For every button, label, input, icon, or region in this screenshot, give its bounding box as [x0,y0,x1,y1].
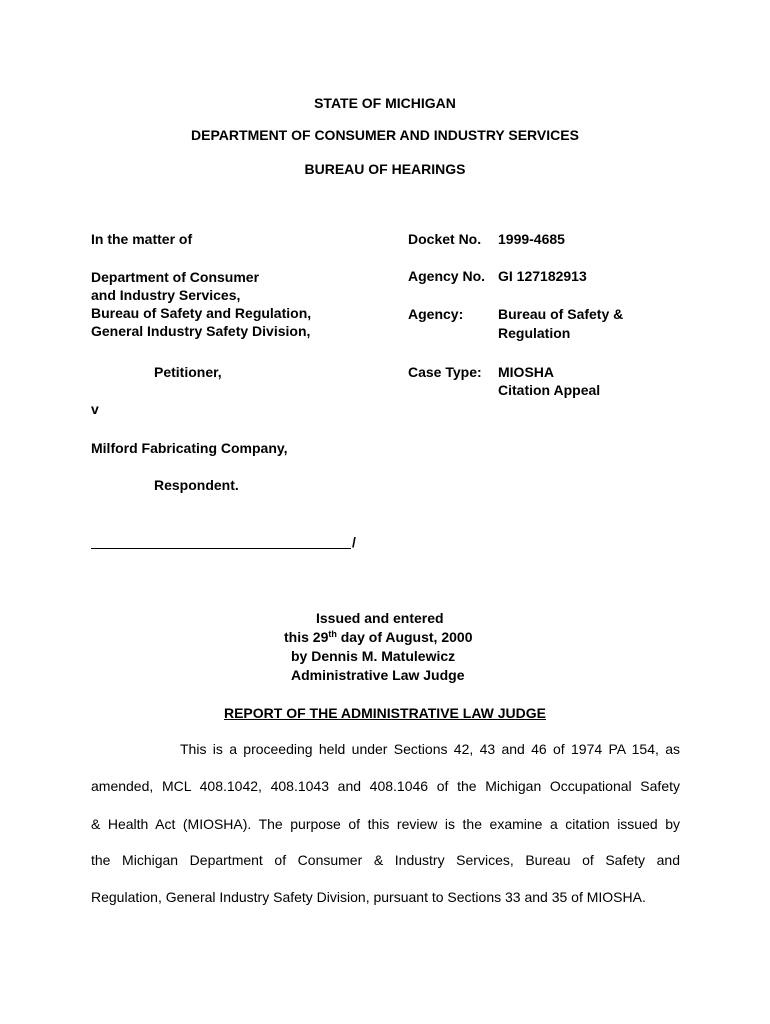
in-matter-label: In the matter of [91,231,193,247]
issued-judge-title: Administrative Law Judge [291,667,465,683]
issued-line1: Issued and entered [316,610,444,626]
petitioner-line: Department of Consumer [91,269,260,285]
case-type-value-line2: Citation Appeal [498,382,601,398]
report-title: REPORT OF THE ADMINISTRATIVE LAW JUDGE [223,705,546,721]
case-type-label: Case Type: [408,364,482,380]
issued-date-suffix: th [328,629,337,639]
caption-rule [91,548,351,549]
body-line: & Health Act (MIOSHA). The purpose of this review is the examine a citation issued by [91,816,680,832]
agency-label: Agency: [408,306,464,322]
agency-value-line2: Regulation [498,325,571,341]
issued-judge-name: by Dennis M. Matulewicz [291,648,456,664]
body-line: Regulation, General Industry Safety Division, pursuant to Sections 33 and 35 of MIOSHA. [91,889,646,905]
issued-date-prefix: this 29 [284,629,329,645]
bureau-heading: BUREAU OF HEARINGS [304,161,466,177]
body-line: amended, MCL 408.1042, 408.1043 and 408.1046 of the Michigan Occupational Safety [91,778,680,794]
petitioner-line: Bureau of Safety and Regulation, [91,305,312,321]
docket-value: 1999-4685 [498,231,565,247]
respondent-name: Milford Fabricating Company, [91,440,288,456]
petitioner-block [91,268,311,340]
body-line: This is a proceeding held under Sections 42, 43 and 46 of 1974 PA 154, as [180,741,680,757]
respondent-label: Respondent. [154,477,239,493]
agency-no-label: Agency No. [408,268,486,284]
state-heading: STATE OF MICHIGAN [314,95,456,111]
petitioner-label: Petitioner, [154,364,222,380]
versus-label: v [91,401,99,417]
petitioner-line: General Industry Safety Division, [91,323,311,339]
agency-value-line1: Bureau of Safety & [498,306,624,322]
department-heading: DEPARTMENT OF CONSUMER AND INDUSTRY SERVICES [191,127,579,143]
issued-line2 [284,628,472,646]
issued-date-rest: day of August, 2000 [336,629,473,645]
caption-rule-end: / [352,534,356,550]
docket-label: Docket No. [408,231,482,247]
case-type-value-line1: MIOSHA [498,364,554,380]
agency-no-value: GI 127182913 [498,268,587,284]
body-line: the Michigan Department of Consumer & Industry Services, Bureau of Safety and [91,852,680,868]
petitioner-line: and Industry Services, [91,287,241,303]
